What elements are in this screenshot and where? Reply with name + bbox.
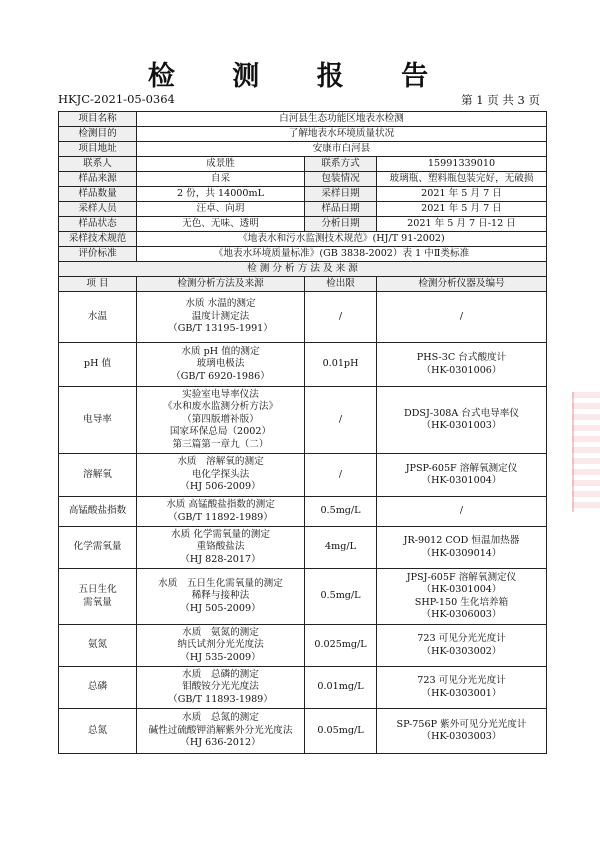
address-value: 安康市白河县 (137, 142, 547, 157)
state-label: 样品状态 (59, 217, 137, 232)
source-label: 样品来源 (59, 172, 137, 187)
row-method: 水质 化学需氧量的测定 重铬酸盐法 （HJ 828-2017） (137, 527, 305, 569)
column-header-method: 检测分析方法及来源 (137, 277, 305, 292)
analysis-date-label: 分析日期 (305, 217, 377, 232)
row-limit: / (305, 387, 377, 454)
purpose-value: 了解地表水环境质量状况 (137, 127, 547, 142)
row-method: 实验室电导率仪法 《水和废水监测分析方法》 （第四版增补版） 国家环保总局（2002） 第三篇第一章九（二） (137, 387, 305, 454)
row-method: 水质 高锰酸盐指数的测定 （GB/T 11892-1989） (137, 497, 305, 527)
row-method: 水质 五日生化需氧量的测定 稀释与接种法 （HJ 505-2009） (137, 569, 305, 625)
row-limit: / (305, 454, 377, 497)
row-instrument: 723 可见分光光度计 （HK-0303002） (377, 625, 547, 667)
purpose-label: 检测目的 (59, 127, 137, 142)
analysis-date-value: 2021 年 5 月 7 日-12 日 (377, 217, 547, 232)
package-label: 包装情况 (305, 172, 377, 187)
tech-spec-value: 《地表水和污水监测技术规范》(HJ/T 91-2002) (137, 232, 547, 247)
contact-method-label: 联系方式 (305, 157, 377, 172)
package-value: 玻璃瓶、塑料瓶包装完好，无破损 (377, 172, 547, 187)
seal-stamp-fragment (572, 392, 600, 512)
tech-spec-label: 采样技术规范 (59, 232, 137, 247)
row-instrument: / (377, 497, 547, 527)
column-header-instrument: 检测分析仪器及编号 (377, 277, 547, 292)
project-name-value: 白河县生态功能区地表水检测 (137, 112, 547, 127)
column-header-limit: 检出限 (305, 277, 377, 292)
page-indicator: 第 1 页 共 3 页 (461, 93, 540, 107)
state-value: 无色、无味、透明 (137, 217, 305, 232)
row-instrument: 723 可见分光光度计 （HK-0303001） (377, 667, 547, 709)
contact-value: 成景胜 (137, 157, 305, 172)
table-row (59, 387, 547, 454)
row-instrument: JPSJ-605F 溶解氧测定仪 （HK-0301004） SHP-150 生化培养箱 （HK-0306003） (377, 569, 547, 625)
table-row (59, 497, 547, 527)
row-limit: 4mg/L (305, 527, 377, 569)
quantity-label: 样品数量 (59, 187, 137, 202)
collect-date-label: 采样日期 (305, 187, 377, 202)
row-item: 五日生化 需氧量 (59, 569, 137, 625)
project-name-label: 项目名称 (59, 112, 137, 127)
row-limit: 0.5mg/L (305, 497, 377, 527)
contact-method-value: 15991339010 (377, 157, 547, 172)
methods-section-title: 检 测 分 析 方 法 及 来 源 (59, 262, 547, 277)
row-method: 水质 总磷的测定 钼酸铵分光光度法 （GB/T 11893-1989） (137, 667, 305, 709)
contact-label: 联系人 (59, 157, 137, 172)
row-item: 水温 (59, 292, 137, 343)
quantity-value: 2 份，共 14000mL (137, 187, 305, 202)
table-row (59, 292, 547, 343)
row-limit: 0.025mg/L (305, 625, 377, 667)
row-item: 溶解氧 (59, 454, 137, 497)
row-item: 总磷 (59, 667, 137, 709)
row-instrument: DDSJ-308A 台式电导率仪 （HK-0301003） (377, 387, 547, 454)
table-row (59, 527, 547, 569)
row-limit: / (305, 292, 377, 343)
source-value: 自采 (137, 172, 305, 187)
report-title: 检 测 报 告 (147, 61, 453, 92)
row-method: 水质 pH 值的测定 玻璃电极法 （GB/T 6920-1986） (137, 343, 305, 387)
table-row (59, 667, 547, 709)
row-instrument: PHS-3C 台式酸度计 （HK-0301006） (377, 343, 547, 387)
row-method: 水质 水温的测定 温度计测定法 （GB/T 13195-1991） (137, 292, 305, 343)
receive-date-label: 样品日期 (305, 202, 377, 217)
row-item: pH 值 (59, 343, 137, 387)
collector-label: 采样人员 (59, 202, 137, 217)
row-item: 氨氮 (59, 625, 137, 667)
report-table (58, 111, 547, 754)
table-row (59, 625, 547, 667)
standard-label: 评价标准 (59, 247, 137, 262)
row-item: 电导率 (59, 387, 137, 454)
receive-date-value: 2021 年 5 月 7 日 (377, 202, 547, 217)
table-row (59, 454, 547, 497)
table-row (59, 569, 547, 625)
report-number: HKJC-2021-05-0364 (58, 92, 175, 106)
row-item: 高锰酸盐指数 (59, 497, 137, 527)
row-item: 总氮 (59, 709, 137, 754)
row-item: 化学需氧量 (59, 527, 137, 569)
row-method: 水质 总氮的测定 碱性过硫酸钾消解紫外分光光度法 （HJ 636-2012） (137, 709, 305, 754)
standard-value: 《地表水环境质量标准》(GB 3838-2002）表 1 中Ⅱ类标准 (137, 247, 547, 262)
table-row (59, 709, 547, 754)
table-row (59, 343, 547, 387)
column-header-item: 项 目 (59, 277, 137, 292)
collect-date-value: 2021 年 5 月 7 日 (377, 187, 547, 202)
address-label: 项目地址 (59, 142, 137, 157)
row-limit: 0.01pH (305, 343, 377, 387)
row-instrument: JR-9012 COD 恒温加热器 （HK-0309014） (377, 527, 547, 569)
row-method: 水质 氨氮的测定 纳氏试剂分光光度法 （HJ 535-2009） (137, 625, 305, 667)
row-instrument: / (377, 292, 547, 343)
collector-value: 汪卓、向玥 (137, 202, 305, 217)
row-limit: 0.5mg/L (305, 569, 377, 625)
row-method: 水质 溶解氧的测定 电化学探头法 （HJ 506-2009） (137, 454, 305, 497)
row-limit: 0.05mg/L (305, 709, 377, 754)
row-instrument: SP-756P 紫外可见分光光度计 （HK-0303003） (377, 709, 547, 754)
row-instrument: JPSP-605F 溶解氧测定仪 （HK-0301004） (377, 454, 547, 497)
row-limit: 0.01mg/L (305, 667, 377, 709)
